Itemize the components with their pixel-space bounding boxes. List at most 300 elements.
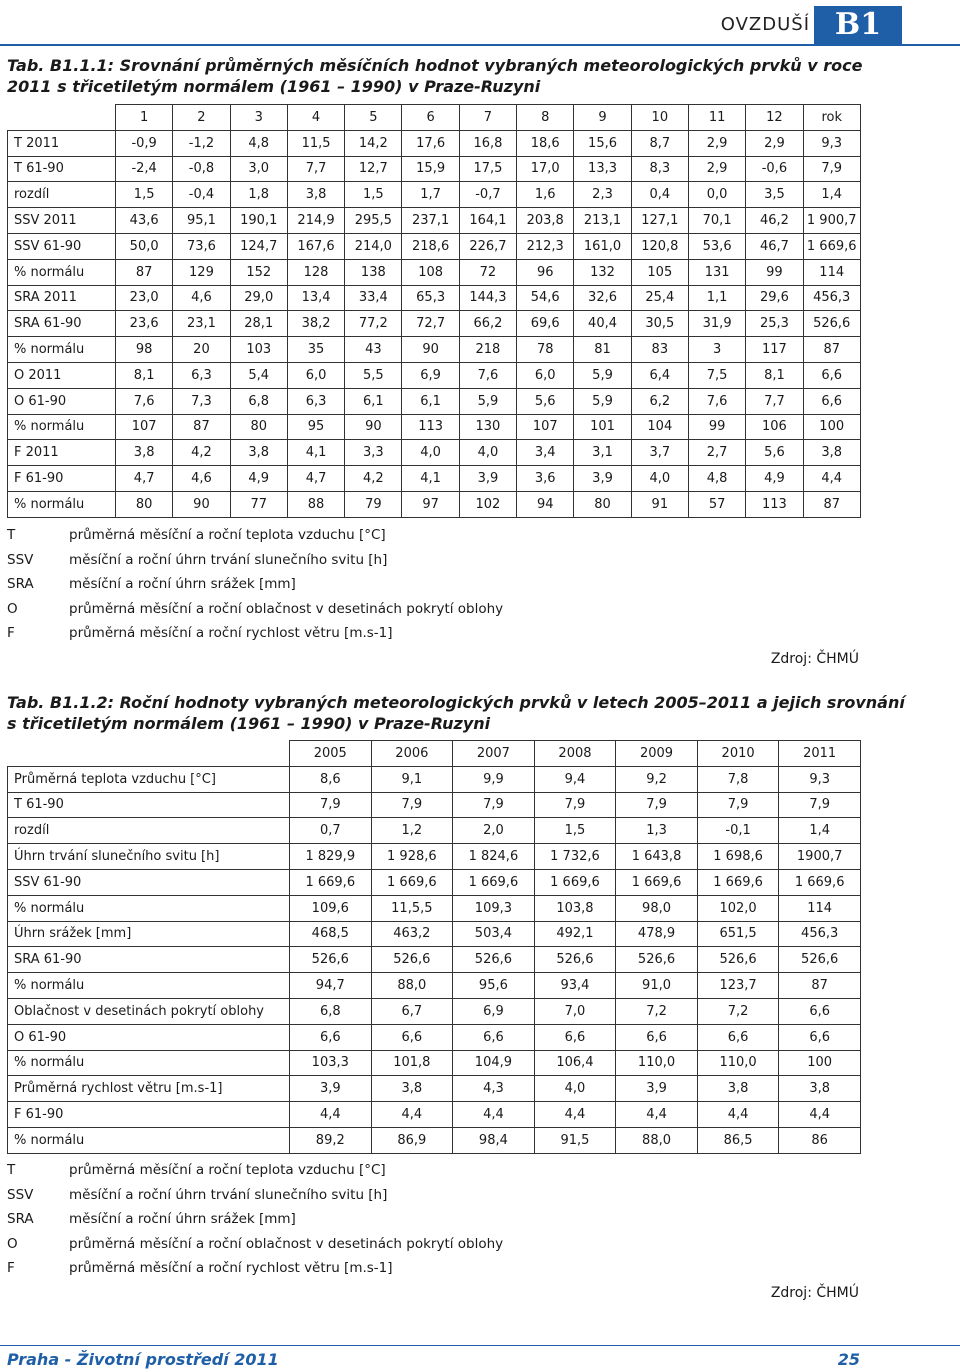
table-cell: 468,5 [290, 921, 372, 947]
row-label: T 61-90 [8, 792, 290, 818]
table-cell: 54,6 [517, 285, 574, 311]
column-header: 2005 [290, 741, 372, 767]
table-cell: 72 [459, 259, 516, 285]
row-label: % normálu [8, 1127, 290, 1153]
table-cell: 9,4 [534, 766, 616, 792]
column-header: 2 [173, 105, 230, 131]
footer-rule [0, 1345, 960, 1346]
row-label: Průměrná rychlost větru [m.s-1] [8, 1076, 290, 1102]
row-label: rozdíl [8, 818, 290, 844]
table-cell: 3 [688, 337, 745, 363]
table-cell: 6,6 [453, 1024, 535, 1050]
table-cell: 83 [631, 337, 688, 363]
column-header: 2011 [779, 741, 861, 767]
table-cell: 7,0 [534, 998, 616, 1024]
table1-caption-id: Tab. B1.1.1: [7, 56, 115, 75]
table-cell: 43,6 [116, 208, 173, 234]
table-cell: 214,9 [287, 208, 344, 234]
row-label: % normálu [8, 259, 116, 285]
table-cell: -0,1 [697, 818, 779, 844]
table-cell: 108 [402, 259, 459, 285]
table-cell: 50,0 [116, 233, 173, 259]
table-cell: 2,7 [688, 440, 745, 466]
table-row [8, 130, 861, 156]
table-cell: 103,3 [290, 1050, 372, 1076]
table-cell: 526,6 [371, 947, 453, 973]
row-label: SSV 61-90 [8, 233, 116, 259]
table-cell: 57 [688, 491, 745, 517]
table-cell: 17,5 [459, 156, 516, 182]
table-cell: 4,4 [290, 1102, 372, 1128]
table-cell: 46,7 [746, 233, 803, 259]
table-cell: 478,9 [616, 921, 698, 947]
table-row [8, 285, 861, 311]
table-row [8, 1024, 861, 1050]
table1-caption [7, 55, 907, 97]
table-cell: 77 [230, 491, 287, 517]
legend-key: SSV [7, 551, 34, 568]
table-cell: 6,1 [345, 388, 402, 414]
table-cell: 526,6 [697, 947, 779, 973]
table-cell: 3,8 [779, 1076, 861, 1102]
table-cell: 4,8 [230, 130, 287, 156]
legend-key: SRA [7, 576, 34, 592]
table-row [8, 182, 861, 208]
table-row [8, 337, 861, 363]
table-row [8, 1076, 861, 1102]
row-label: % normálu [8, 491, 116, 517]
table-cell: 2,0 [453, 818, 535, 844]
table-cell: 4,4 [697, 1102, 779, 1128]
table-cell: 4,6 [173, 285, 230, 311]
table-cell: 30,5 [631, 311, 688, 337]
table-cell: 7,9 [779, 792, 861, 818]
table-cell: 6,9 [402, 362, 459, 388]
table-cell: 1 900,7 [803, 208, 860, 234]
table-cell: 4,2 [173, 440, 230, 466]
table-cell: 102 [459, 491, 516, 517]
table-cell: 9,9 [453, 766, 535, 792]
table-cell: 1 669,6 [371, 869, 453, 895]
table-cell: 4,7 [116, 466, 173, 492]
table-cell: 127,1 [631, 208, 688, 234]
column-header: 2008 [534, 741, 616, 767]
table-cell: 88,0 [616, 1127, 698, 1153]
table-cell: 101,8 [371, 1050, 453, 1076]
table-cell: 6,2 [631, 388, 688, 414]
table-cell: 3,9 [574, 466, 631, 492]
column-header: 3 [230, 105, 287, 131]
table-cell: 35 [287, 337, 344, 363]
row-label: % normálu [8, 337, 116, 363]
table-cell: 89,2 [290, 1127, 372, 1153]
legend-text: průměrná měsíční a roční oblačnost v desetinách pokrytí oblohy [69, 600, 504, 617]
table-row [8, 1127, 861, 1153]
section-title: OVZDUŠÍ [720, 14, 810, 35]
table-cell: 1900,7 [779, 844, 861, 870]
table-cell: 190,1 [230, 208, 287, 234]
table-cell: 79 [345, 491, 402, 517]
row-label: SSV 2011 [8, 208, 116, 234]
legend-text: měsíční a roční úhrn trvání slunečního svitu [h] [69, 551, 388, 568]
table-cell: 80 [116, 491, 173, 517]
table-cell: 1 669,6 [803, 233, 860, 259]
table-cell: 98 [116, 337, 173, 363]
legend-text: průměrná měsíční a roční teplota vzduchu [°C] [69, 527, 386, 543]
table-cell: 1,4 [803, 182, 860, 208]
table-cell: 3,8 [287, 182, 344, 208]
table-cell: 1 669,6 [779, 869, 861, 895]
page-header [0, 0, 960, 46]
table-cell: 77,2 [345, 311, 402, 337]
table-cell: 98,4 [453, 1127, 535, 1153]
table-cell: 86,9 [371, 1127, 453, 1153]
table-cell: 1 829,9 [290, 844, 372, 870]
table-cell: 88,0 [371, 973, 453, 999]
table-row [8, 208, 861, 234]
table-cell: 1,8 [230, 182, 287, 208]
table-cell: 2,9 [688, 130, 745, 156]
column-header: 1 [116, 105, 173, 131]
table-cell: 132 [574, 259, 631, 285]
table-cell: 16,8 [459, 130, 516, 156]
table-cell: 456,3 [803, 285, 860, 311]
table-cell: 1 732,6 [534, 844, 616, 870]
table-cell: 1 669,6 [697, 869, 779, 895]
table-cell: 23,6 [116, 311, 173, 337]
table-cell: 5,9 [574, 388, 631, 414]
table-cell: 1 824,6 [453, 844, 535, 870]
table-cell: 6,6 [371, 1024, 453, 1050]
table-cell: 4,1 [402, 466, 459, 492]
table-cell: 3,0 [230, 156, 287, 182]
table-cell: 90 [345, 414, 402, 440]
table-cell: 114 [803, 259, 860, 285]
table-cell: 128 [287, 259, 344, 285]
table-cell: 5,4 [230, 362, 287, 388]
table-cell: 3,8 [371, 1076, 453, 1102]
table-cell: 144,3 [459, 285, 516, 311]
table-cell: 53,6 [688, 233, 745, 259]
table-cell: 7,9 [803, 156, 860, 182]
table-row [8, 869, 861, 895]
row-label: Úhrn srážek [mm] [8, 921, 290, 947]
row-label: O 61-90 [8, 388, 116, 414]
table-cell: 7,2 [697, 998, 779, 1024]
table-cell: 25,4 [631, 285, 688, 311]
table-cell: 72,7 [402, 311, 459, 337]
table-cell: 6,3 [173, 362, 230, 388]
table-cell: 4,9 [746, 466, 803, 492]
table-cell: 2,3 [574, 182, 631, 208]
table-cell: 1 669,6 [616, 869, 698, 895]
table-cell: 29,6 [746, 285, 803, 311]
table-cell: 6,6 [616, 1024, 698, 1050]
table-cell: 1,5 [116, 182, 173, 208]
table-cell: 100 [803, 414, 860, 440]
table-cell: 3,1 [574, 440, 631, 466]
column-header: rok [803, 105, 860, 131]
table-cell: 456,3 [779, 921, 861, 947]
table-cell: 1,7 [402, 182, 459, 208]
row-label: % normálu [8, 414, 116, 440]
table-cell: 25,3 [746, 311, 803, 337]
table-cell: 1 643,8 [616, 844, 698, 870]
table-cell: 5,5 [345, 362, 402, 388]
table-row [8, 156, 861, 182]
table-cell: 3,8 [230, 440, 287, 466]
table-row [8, 311, 861, 337]
row-label: SRA 2011 [8, 285, 116, 311]
table-cell: 5,9 [459, 388, 516, 414]
table-cell: 23,0 [116, 285, 173, 311]
table-cell: 13,4 [287, 285, 344, 311]
footer-title: Praha - Životní prostředí 2011 [7, 1350, 279, 1369]
table-cell: 4,2 [345, 466, 402, 492]
column-header: 12 [746, 105, 803, 131]
table-cell: -0,4 [173, 182, 230, 208]
table-cell: 73,6 [173, 233, 230, 259]
table-cell: 14,2 [345, 130, 402, 156]
table-row [8, 844, 861, 870]
table-cell: -0,9 [116, 130, 173, 156]
table-cell: 3,7 [631, 440, 688, 466]
table-cell: 7,7 [746, 388, 803, 414]
table-cell: 203,8 [517, 208, 574, 234]
legend-text: průměrná měsíční a roční rychlost větru [m.s-1] [69, 1260, 393, 1276]
table-cell: 8,1 [746, 362, 803, 388]
table-cell: 69,6 [517, 311, 574, 337]
header-rule [0, 44, 960, 46]
table-cell: 8,6 [290, 766, 372, 792]
table-cell: 28,1 [230, 311, 287, 337]
table2-source: Zdroj: ČHMÚ [770, 1285, 859, 1301]
table-cell: 93,4 [534, 973, 616, 999]
table-cell: 4,4 [371, 1102, 453, 1128]
table-row [8, 414, 861, 440]
table-cell: 6,0 [517, 362, 574, 388]
legend-key: T [7, 527, 16, 543]
table-cell: 237,1 [402, 208, 459, 234]
table-cell: 87 [116, 259, 173, 285]
table2-caption-id: Tab. B1.1.2: [7, 693, 115, 712]
table-cell: 1 928,6 [371, 844, 453, 870]
table-cell: 7,9 [453, 792, 535, 818]
table-cell: 109,3 [453, 895, 535, 921]
row-label: Úhrn trvání slunečního svitu [h] [8, 844, 290, 870]
table-cell: 107 [116, 414, 173, 440]
table-cell: 46,2 [746, 208, 803, 234]
table-cell: 7,6 [688, 388, 745, 414]
table-cell: 218,6 [402, 233, 459, 259]
legend-key: F [7, 1260, 15, 1276]
table-cell: 6,4 [631, 362, 688, 388]
legend-key: F [7, 625, 15, 641]
table-cell: 1,1 [688, 285, 745, 311]
table-cell: 15,9 [402, 156, 459, 182]
table-cell: 1 669,6 [534, 869, 616, 895]
table-cell: 1,4 [779, 818, 861, 844]
table-cell: 97 [402, 491, 459, 517]
row-label: Oblačnost v desetinách pokrytí oblohy [8, 998, 290, 1024]
row-label: % normálu [8, 973, 290, 999]
table-cell: 3,5 [746, 182, 803, 208]
table-row [8, 259, 861, 285]
table-cell: 6,3 [287, 388, 344, 414]
table-cell: 4,3 [453, 1076, 535, 1102]
table-cell: 4,4 [453, 1102, 535, 1128]
column-header: 2010 [697, 741, 779, 767]
table-cell: 87 [173, 414, 230, 440]
table-cell: 87 [803, 337, 860, 363]
column-header: 9 [574, 105, 631, 131]
table-cell: 4,0 [631, 466, 688, 492]
row-label: T 61-90 [8, 156, 116, 182]
table-cell: 4,4 [616, 1102, 698, 1128]
table-cell: 214,0 [345, 233, 402, 259]
table-cell: 4,9 [230, 466, 287, 492]
table2-caption [7, 692, 907, 734]
table-cell: 7,9 [371, 792, 453, 818]
table-cell: 526,6 [779, 947, 861, 973]
table-cell: 1 669,6 [453, 869, 535, 895]
legend-text: průměrná měsíční a roční oblačnost v desetinách pokrytí oblohy [69, 1235, 504, 1252]
table-cell: 70,1 [688, 208, 745, 234]
table1-caption-text: Srovnání průměrných měsíčních hodnot vybraných meteorologických prvků v roce 2011 s třicetiletým normálem (1961 – 1990) v Praze-Ruzyni [7, 56, 863, 96]
legend-key: SRA [7, 1211, 34, 1227]
row-label: T 2011 [8, 130, 116, 156]
table-cell: 6,1 [402, 388, 459, 414]
table-cell: 110,0 [697, 1050, 779, 1076]
table-cell: 96 [517, 259, 574, 285]
table-cell: 9,2 [616, 766, 698, 792]
table-cell: 94,7 [290, 973, 372, 999]
table-cell: 98,0 [616, 895, 698, 921]
table-row [8, 1050, 861, 1076]
table-cell: 7,5 [688, 362, 745, 388]
table-cell: 6,6 [803, 362, 860, 388]
table-cell: 3,8 [116, 440, 173, 466]
table-cell: 99 [688, 414, 745, 440]
table-cell: 4,4 [779, 1102, 861, 1128]
table-cell: 6,6 [290, 1024, 372, 1050]
table-cell: 463,2 [371, 921, 453, 947]
table-cell: 7,2 [616, 998, 698, 1024]
table-cell: 295,5 [345, 208, 402, 234]
table-cell: 110,0 [616, 1050, 698, 1076]
table-cell: 8,7 [631, 130, 688, 156]
table-cell: 212,3 [517, 233, 574, 259]
table-cell: 43 [345, 337, 402, 363]
legend-text: měsíční a roční úhrn srážek [mm] [69, 1211, 296, 1227]
table-cell: 8,1 [116, 362, 173, 388]
table-cell: 86,5 [697, 1127, 779, 1153]
table-cell: 106 [746, 414, 803, 440]
chapter-badge: B1 [814, 6, 902, 44]
row-label: rozdíl [8, 182, 116, 208]
row-label: SSV 61-90 [8, 869, 290, 895]
table-cell: 2,9 [688, 156, 745, 182]
table-cell: 105 [631, 259, 688, 285]
legend-key: T [7, 1162, 16, 1178]
table-cell: 95,6 [453, 973, 535, 999]
table-cell: 106,4 [534, 1050, 616, 1076]
table-cell: 4,4 [803, 466, 860, 492]
table-row [8, 921, 861, 947]
table-cell: 167,6 [287, 233, 344, 259]
table-cell: 2,9 [746, 130, 803, 156]
table-cell: -2,4 [116, 156, 173, 182]
row-label: F 61-90 [8, 466, 116, 492]
table-cell: 32,6 [574, 285, 631, 311]
table-cell: 113 [402, 414, 459, 440]
table-row [8, 973, 861, 999]
table-cell: 6,6 [803, 388, 860, 414]
table-cell: 103 [230, 337, 287, 363]
table-cell: 3,9 [459, 466, 516, 492]
table-row [8, 792, 861, 818]
table-header-row [8, 105, 861, 131]
table-cell: -1,2 [173, 130, 230, 156]
table-cell: 31,9 [688, 311, 745, 337]
table-cell: 6,6 [534, 1024, 616, 1050]
table-cell: 4,8 [688, 466, 745, 492]
table-cell: 1,5 [345, 182, 402, 208]
table-cell: 1,6 [517, 182, 574, 208]
table-cell: 0,4 [631, 182, 688, 208]
table-cell: 11,5,5 [371, 895, 453, 921]
table-cell: 86 [779, 1127, 861, 1153]
table-row [8, 362, 861, 388]
column-header: 4 [287, 105, 344, 131]
table1 [7, 104, 861, 518]
table-cell: 1,5 [534, 818, 616, 844]
table-cell: 40,4 [574, 311, 631, 337]
table-cell: 152 [230, 259, 287, 285]
table-cell: 104 [631, 414, 688, 440]
table-cell: 91,5 [534, 1127, 616, 1153]
table-cell: 4,1 [287, 440, 344, 466]
table-cell: 0,0 [688, 182, 745, 208]
table-cell: 7,6 [459, 362, 516, 388]
table-cell: 3,3 [345, 440, 402, 466]
legend-text: měsíční a roční úhrn trvání slunečního svitu [h] [69, 1186, 388, 1203]
table-cell: 4,6 [173, 466, 230, 492]
table-cell: 6,9 [453, 998, 535, 1024]
table-cell: 218 [459, 337, 516, 363]
table-cell: 8,3 [631, 156, 688, 182]
table-cell: 88 [287, 491, 344, 517]
table-cell: 18,6 [517, 130, 574, 156]
table-row [8, 440, 861, 466]
table-cell: 4,7 [287, 466, 344, 492]
row-label: F 2011 [8, 440, 116, 466]
table-cell: 107 [517, 414, 574, 440]
table-cell: 7,9 [290, 792, 372, 818]
table-cell: 4,0 [459, 440, 516, 466]
table-cell: 4,0 [534, 1076, 616, 1102]
table2 [7, 740, 861, 1154]
row-label: % normálu [8, 1050, 290, 1076]
row-label: SRA 61-90 [8, 311, 116, 337]
table-cell: 503,4 [453, 921, 535, 947]
legend-key: O [7, 1235, 18, 1252]
column-header: 11 [688, 105, 745, 131]
table-cell: 117 [746, 337, 803, 363]
row-label: % normálu [8, 895, 290, 921]
legend-key: O [7, 600, 18, 617]
table-cell: 1 669,6 [290, 869, 372, 895]
